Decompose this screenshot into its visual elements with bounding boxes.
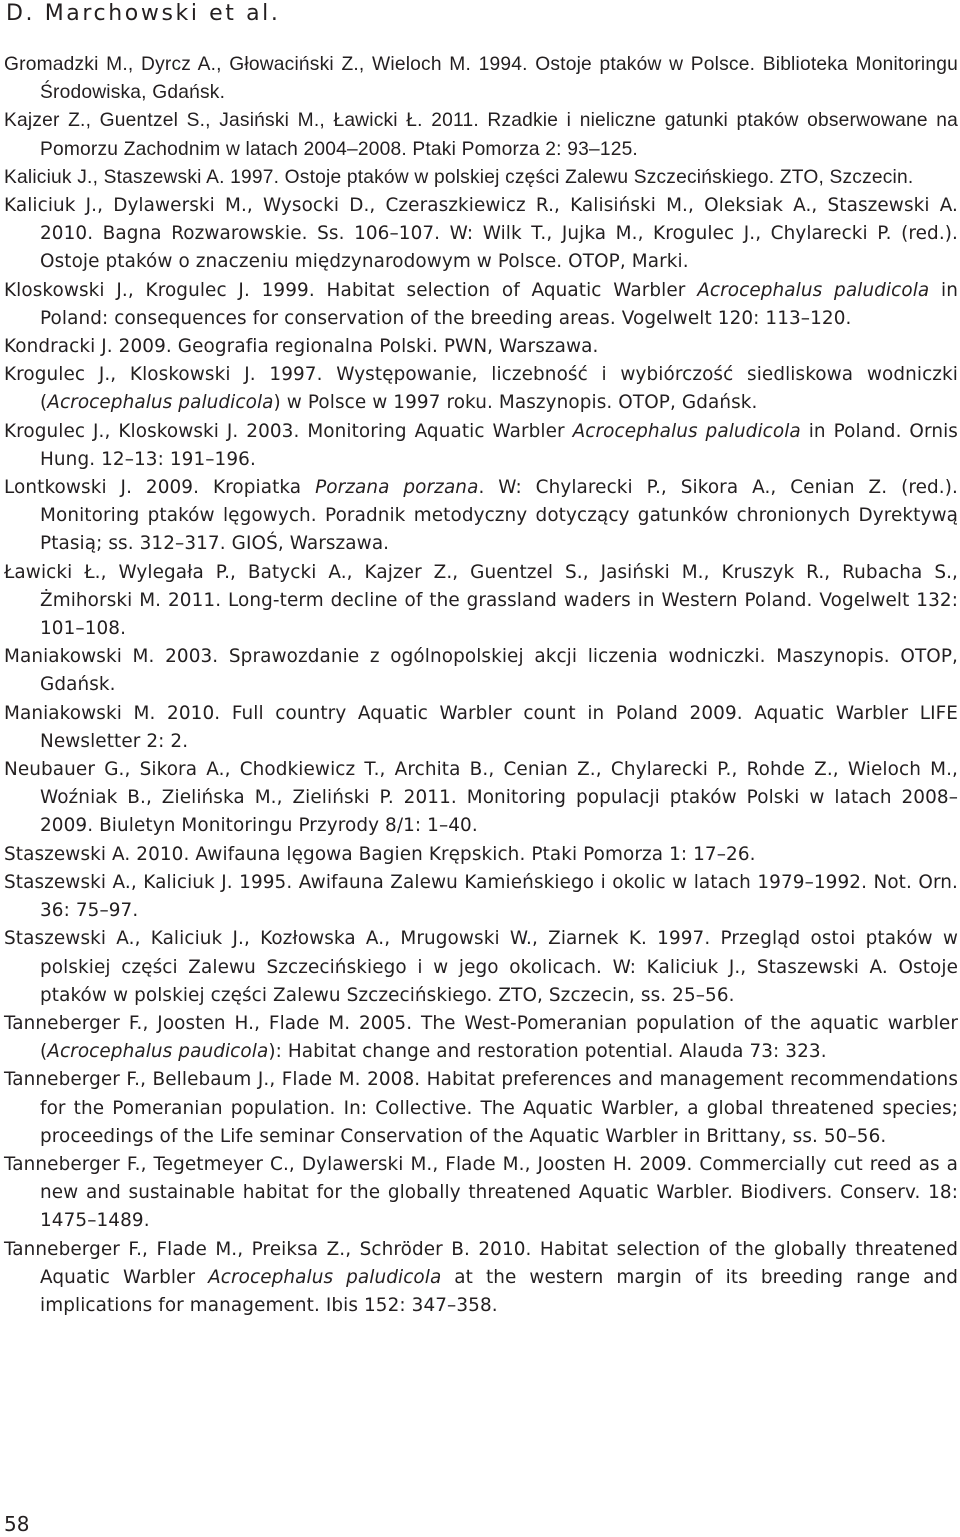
reference-item: Tanneberger F., Joosten H., Flade M. 2005. The West-Pomeranian population of the aquatic warbler (Acrocephalus paudicola): Habitat change and restoration potential. Alauda 73: 323. [4, 1012, 958, 1063]
running-head: D. Marchowski et al. [6, 1, 281, 26]
reference-item: Tanneberger F., Tegetmeyer C., Dylawerski M., Flade M., Joosten H. 2009. Commercially cut reed as a new and sustainable habitat for the globally threatened Aquatic Warbler. Biodivers. Conserv. 18: 1475–1489. [4, 1153, 958, 1232]
reference-item: Krogulec J., Kloskowski J. 1997. Występowanie, liczebność i wybiórczość siedliskowa wodniczki (Acrocephalus paludicola) w Polsce w 1997 roku. Maszynopis. OTOP, Gdańsk. [4, 364, 958, 414]
reference-item: Tanneberger F., Flade M., Preiksa Z., Schröder B. 2010. Habitat selection of the globally threatened Aquatic Warbler Acrocephalus paludicola at the western margin of its breeding range and implications for management. Ibis 152: 347–358. [4, 1238, 958, 1316]
reference-item: Lontkowski J. 2009. Kropiatka Porzana porzana. W: Chylarecki P., Sikora A., Cenian Z. (red.). Monitoring ptaków lęgowych. Poradnik metodyczny dotyczący gatunków chronionych Dyrektywą Ptasią; ss. 312–317. GIOŚ, Warszawa. [4, 477, 958, 555]
reference-item: Maniakowski M. 2003. Sprawozdanie z ogólnopolskiej akcji liczenia wodniczki. Maszynopis. OTOP, Gdańsk. [4, 646, 958, 696]
reference-item: Staszewski A. 2010. Awifauna lęgowa Bagien Krępskich. Ptaki Pomorza 1: 17–26. [4, 843, 756, 865]
reference-item: Tanneberger F., Bellebaum J., Flade M. 2008. Habitat preferences and management recommendations for the Pomeranian population. In: Collective. The Aquatic Warbler, a global threatened species; proceedings of the Life seminar Conservation of the Aquatic Warbler in Brittany, ss. 50–56. [4, 1069, 958, 1147]
reference-item: Kaliciuk J., Staszewski A. 1997. Ostoje ptaków w polskiej części Zalewu Szczecińskiego. ZTO, Szczecin. [4, 166, 914, 188]
reference-item: Gromadzki M., Dyrcz A., Głowaciński Z., Wieloch M. 1994. Ostoje ptaków w Polsce. Biblioteka Monitoringu Środowiska, Gdańsk. [4, 54, 958, 104]
reference-item: Krogulec J., Kloskowski J. 2003. Monitoring Aquatic Warbler Acrocephalus paludicola in Poland. Ornis Hung. 12–13: 191–196. [4, 420, 958, 470]
reference-item: Maniakowski M. 2010. Full country Aquatic Warbler count in Poland 2009. Aquatic Warbler LIFE Newsletter 2: 2. [4, 702, 958, 752]
reference-item: Staszewski A., Kaliciuk J. 1995. Awifauna Zalewu Kamieńskiego i okolic w latach 1979–1992. Not. Orn. 36: 75–97. [4, 871, 958, 922]
reference-item: Kondracki J. 2009. Geografia regionalna Polski. PWN, Warszawa. [4, 336, 599, 358]
reference-item: Staszewski A., Kaliciuk J., Kozłowska A., Mrugowski W., Ziarnek K. 1997. Przegląd ostoi ptaków w polskiej części Zalewu Szczecińskiego i w jego okolicach. W: Kaliciuk J., Staszewski A. Ostoje ptaków w polskiej części Zalewu Szczecińskiego. ZTO, Szczecin, ss. 25–56. [4, 928, 958, 1006]
reference-item: Kloskowski J., Krogulec J. 1999. Habitat selection of Aquatic Warbler Acrocephalus paludicola in Poland: consequences for conservation of the breeding areas. Vogelwelt 120: 113–120. [4, 279, 958, 329]
reference-item: Kaliciuk J., Dylawerski M., Wysocki D., Czeraszkiewicz R., Kalisiński M., Oleksiak A., Staszewski A. 2010. Bagna Rozwarowskie. Ss. 106–107. W: Wilk T., Jujka M., Krogulec J., Chylarecki P. (red.). Ostoje ptaków o znaczeniu międzynarodowym w Polsce. OTOP, Marki. [4, 195, 958, 273]
reference-item: Ławicki Ł., Wylegała P., Batycki A., Kajzer Z., Guentzel S., Jasiński M., Kruszyk R., Rubacha S., Żmihorski M. 2011. Long-term decline of the grassland waders in Western Poland. Vogelwelt 132: 101–108. [4, 561, 958, 640]
reference-item: Neubauer G., Sikora A., Chodkiewicz T., Archita B., Cenian Z., Chylarecki P., Rohde Z., Wieloch M., Woźniak B., Zielińska M., Zieliński P. 2011. Monitoring populacji ptaków Polski w latach 2008–2009. Biuletyn Monitoringu Przyrody 8/1: 1–40. [4, 759, 958, 837]
page-number: 58 [4, 1512, 30, 1536]
reference-list [4, 51, 958, 1320]
reference-item: Kajzer Z., Guentzel S., Jasiński M., Ławicki Ł. 2011. Rzadkie i nieliczne gatunki ptaków obserwowane na Pomorzu Zachodnim w latach 2004–2008. Ptaki Pomorza 2: 93–125. [4, 110, 958, 160]
